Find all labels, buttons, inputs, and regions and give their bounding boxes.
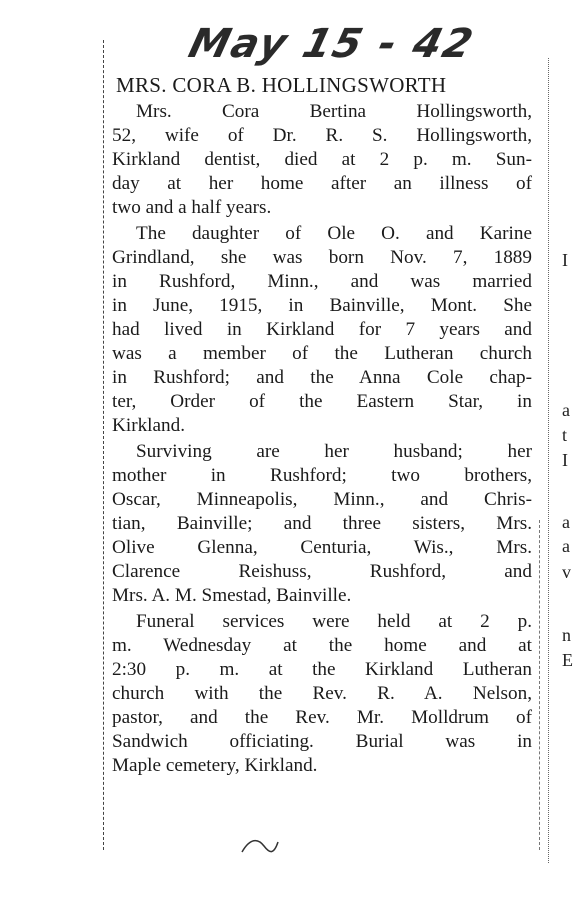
text-line: Mrs. A. M. Smestad, Bainville. [112,585,352,606]
text-line: was a member of the Lutheran church [112,343,532,364]
pen-mark [240,836,280,856]
fragment-text: E [562,650,573,670]
clipping-right-edge [548,58,549,863]
text-line: Clarence Reishuss, Rushford, and [112,561,532,582]
text-line: Kirkland dentist, died at 2 p. m. Sun- [112,149,532,170]
fragment-text: t [562,425,568,445]
text-line: Funeral services were held at 2 p. [136,611,532,632]
handwritten-date-text: May 15 - 42 [184,21,480,67]
fragment-text: n [562,625,571,645]
text-line: tian, Bainville; and three sisters, Mrs. [112,513,532,534]
text-line: in Rushford, Minn., and was married [112,271,532,292]
paragraph-2 [112,222,536,438]
text-line: Maple cemetery, Kirkland. [112,755,318,776]
fragment-text: a [562,512,570,532]
text-line: 52, wife of Dr. R. S. Hollingsworth, [112,125,532,146]
text-line: Olive Glenna, Centuria, Wis., Mrs. [112,537,532,558]
text-line: Sandwich officiating. Burial was in [112,731,532,752]
text-line: Kirkland. [112,415,186,436]
text-line: Grindland, she was born Nov. 7, 1889 [112,247,532,268]
text-line: Mrs. Cora Bertina Hollingsworth, [136,101,532,122]
fragment-text: a [562,536,570,556]
text-line: in Rushford; and the Anna Cole chap- [112,367,532,388]
text-line: Oscar, Minneapolis, Minn., and Chris- [112,489,532,510]
clipping-left-edge [103,40,104,850]
text-line: The daughter of Ole O. and Karine [136,223,532,244]
text-line: 2:30 p. m. at the Kirkland Lutheran [112,659,532,680]
text-line: church with the Rev. R. A. Nelson, [112,683,532,704]
text-line: had lived in Kirkland for 7 years and [112,319,532,340]
paragraph-4 [112,610,536,778]
text-line: ter, Order of the Eastern Star, in [112,391,532,412]
fragment-text: v [562,562,571,582]
text-line: pastor, and the Rev. Mr. Molldrum of [112,707,532,728]
obituary-article [112,72,536,780]
text-line: day at her home after an illness of [112,173,532,194]
fragment-text: I [562,250,568,270]
adjacent-column-fragments [562,250,582,670]
obituary-headline: MRS. CORA B. HOLLINGSWORTH [116,73,447,97]
clipping-right-edge-lower [539,520,540,850]
text-line: m. Wednesday at the home and at [112,635,532,656]
text-line: in June, 1915, in Bainville, Mont. She [112,295,532,316]
text-line: mother in Rushford; two brothers, [112,465,532,486]
fragment-text: I [562,450,568,470]
text-line: Surviving are her husband; her [136,441,532,462]
fragment-text: a [562,400,570,420]
handwritten-date [184,14,550,74]
paragraph-3 [112,440,536,608]
paragraph-1 [112,100,536,220]
text-line: two and a half years. [112,197,272,218]
